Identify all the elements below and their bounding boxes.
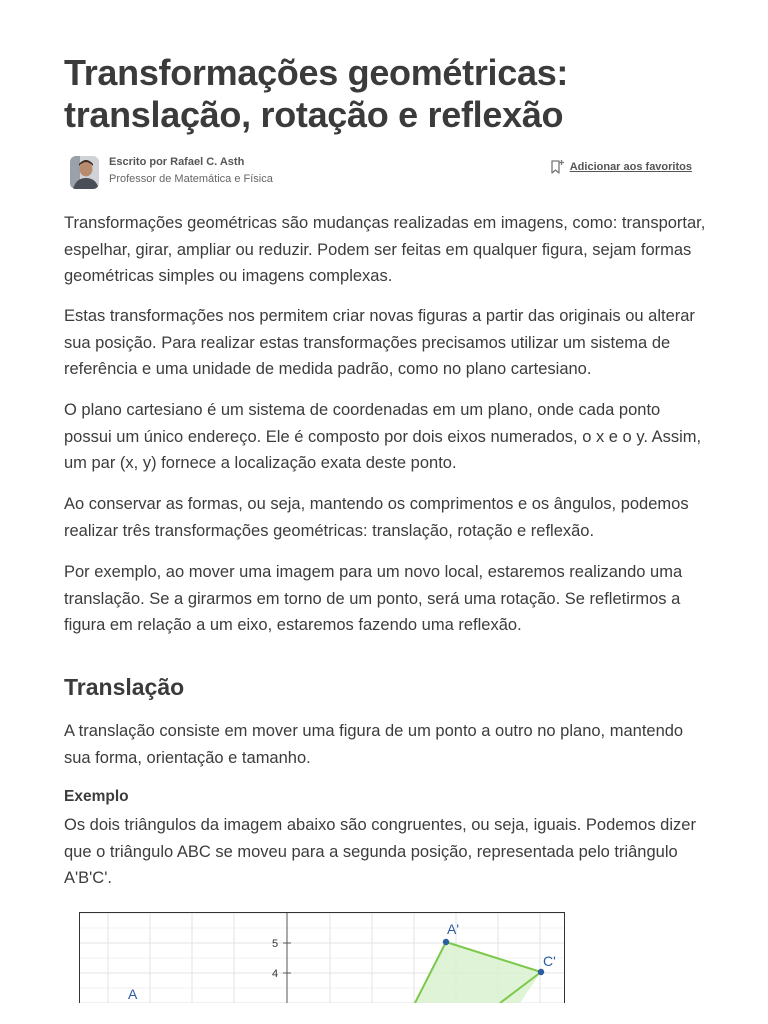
author-byline[interactable]: Escrito por Rafael C. Asth bbox=[109, 156, 245, 168]
section-heading-translation: Translação bbox=[64, 674, 185, 700]
point-c-prime bbox=[538, 969, 544, 975]
label-a-prime: A' bbox=[447, 921, 460, 937]
author-role: Professor de Matemática e Física bbox=[109, 173, 273, 185]
paragraph-examples: Por exemplo, ao mover uma imagem para um novo local, estaremos realizando uma translação. Se a girarmos em torno de um ponto, será uma rotação. Se refletirmos a figura em relação a um eixo, estaremos fazendo uma reflexão. bbox=[64, 563, 683, 634]
add-to-favorites-button[interactable] bbox=[549, 158, 692, 176]
article-title bbox=[64, 52, 708, 136]
translation-figure bbox=[79, 912, 565, 1003]
point-a-prime bbox=[443, 939, 449, 945]
y-tick-label-5: 5 bbox=[272, 938, 279, 950]
label-a: A bbox=[128, 986, 138, 1002]
y-tick-label-4: 4 bbox=[272, 968, 279, 980]
label-c-prime: C' bbox=[543, 953, 556, 969]
avatar bbox=[70, 156, 99, 189]
paragraph-translation-definition: A translação consiste em mover uma figura de um ponto a outro no plano, mantendo sua forma, orientação e tamanho. bbox=[64, 722, 684, 767]
paragraph-intro: Transformações geométricas são mudanças realizadas em imagens, como: transportar, espelhar, girar, ampliar ou reduzir. Podem ser feitas em qualquer figura, sejam formas geométricas simples ou imagens complexas. bbox=[64, 214, 706, 285]
add-to-favorites-label: Adicionar aos favoritos bbox=[569, 161, 692, 173]
bookmark-plus-icon bbox=[549, 159, 565, 175]
article-title-line-2: translação, rotação e reflexão bbox=[64, 94, 564, 135]
example-label: Exemplo bbox=[64, 788, 129, 805]
paragraph-example: Os dois triângulos da imagem abaixo são congruentes, ou seja, iguais. Podemos dizer que o triângulo ABC se moveu para a segunda posição, representada pelo triângulo A'B'C'. bbox=[64, 816, 696, 887]
article-title-line-1: Transformações geométricas: bbox=[64, 52, 569, 93]
paragraph-three-transformations: Ao conservar as formas, ou seja, mantendo os comprimentos e os ângulos, podemos realizar três transformações geométricas: translação, rotação e reflexão. bbox=[64, 495, 689, 540]
author-block bbox=[70, 154, 702, 194]
paragraph-reference-system: Estas transformações nos permitem criar novas figuras a partir das originais ou alterar sua posição. Para realizar estas transformações precisamos utilizar um sistema de referência e uma unidade de medida padrão, como no plano cartesiano. bbox=[64, 307, 695, 378]
paragraph-cartesian-plane: O plano cartesiano é um sistema de coordenadas em um plano, onde cada ponto possui um único endereço. Ele é composto por dois eixos numerados, o x e o y. Assim, um par (x, y) fornece a localização exata deste ponto. bbox=[64, 401, 702, 472]
